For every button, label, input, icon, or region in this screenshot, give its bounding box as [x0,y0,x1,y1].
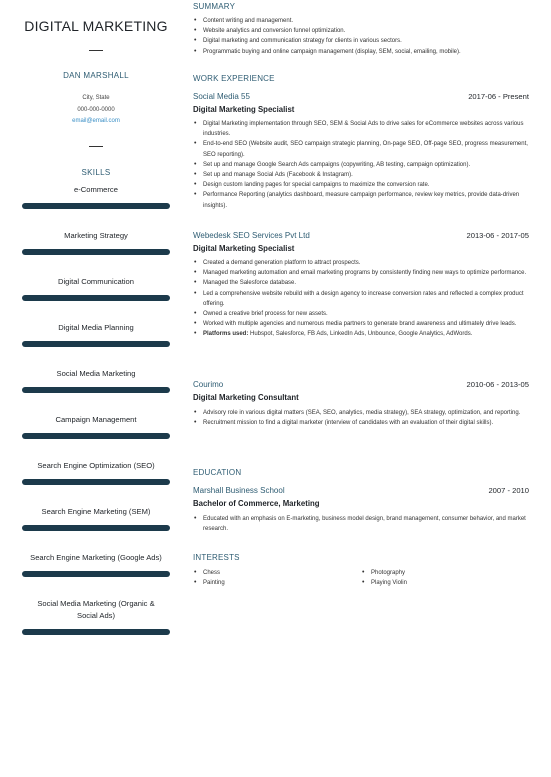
job-dates: 2013-06 - 2017-05 [466,231,529,240]
list-item: • Owned a creative brief process for new assets. [193,309,531,319]
skill-item: Social Media Marketing (Organic & [37,599,155,608]
list-item: • Digital Marketing implementation through SEO, SEM & Social Ads to drive sales for eCommerce websites across various industries. [193,119,531,139]
job-company: Courimo [193,380,224,389]
list-item: • Set up and manage Google Search Ads campaigns (copywriting, AB testing, campaign optimization). [193,160,531,170]
interest-item: • Painting [193,580,225,586]
skill-level-bar [22,387,170,393]
job-company: Webedesk SEO Services Pvt Ltd [193,231,310,240]
skill-item: Search Engine Marketing (Google Ads) [30,553,162,562]
skills-heading: SKILLS [81,168,111,177]
skill-level-bar [22,203,170,209]
school-name: Marshall Business School [193,486,285,495]
person-name: DAN MARSHALL [63,71,129,80]
interests-heading: INTERESTS [193,553,240,562]
list-item: • Recruitment mission to find a digital marketer (interview of candidates with an evaluation of their digital skills). [193,418,531,428]
contact-email[interactable]: email@email.com [72,118,120,124]
degree: Bachelor of Commerce, Marketing [193,499,320,508]
skill-level-bar [22,525,170,531]
education-heading: EDUCATION [193,468,242,477]
list-item: • Content writing and management. [193,16,531,26]
summary-list [193,16,531,57]
interest-item: • Playing Violin [361,580,407,586]
skill-item: Social Media Marketing [56,369,136,378]
interest-item: • Chess [193,570,220,576]
list-item: • End-to-end SEO (Website audit, SEO campaign strategic planning, On-page SEO, Off-page SEO, progress measurement, SEO reporting). [193,139,531,159]
platforms-text: Hubspot, Salesforce, FB Ads, LinkedIn Ads, Unbounce, Google Analytics, AdWords. [248,331,473,338]
job-company: Social Media 55 [193,92,250,101]
list-item: • Advisory role in various digital matters (SEA, SEO, analytics, media strategy), SEA strategy, optimization, and reporting. [193,408,531,418]
list-item: • Managed marketing automation and email marketing programs by consistently finding new ways to optimize performance. [193,268,531,278]
list-item: • Website analytics and conversion funnel optimization. [193,26,531,36]
job-role: Digital Marketing Consultant [193,393,299,402]
skill-item: Digital Media Planning [58,323,134,332]
education-dates: 2007 - 2010 [488,486,529,495]
skill-level-bar [22,249,170,255]
job-duties-list [193,119,531,211]
job-role: Digital Marketing Specialist [193,105,295,114]
skill-item-continued: Social Ads) [77,611,115,620]
list-item: • Design custom landing pages for special campaigns to maximize the conversion rate. [193,180,531,190]
job-dates: 2010-06 - 2013-05 [466,380,529,389]
list-item: • Led a comprehensive website rebuild with a design agency to increase conversion rates and reflected a complex product offering. [193,289,531,309]
summary-heading: SUMMARY [193,2,236,11]
list-item: • Educated with an emphasis on E-marketing, business model design, brand management, consumer behavior, and market research. [193,514,531,534]
skill-item: Search Engine Marketing (SEM) [41,507,151,516]
list-item: • Created a demand generation platform to attract prospects. [193,258,531,268]
skill-item: Marketing Strategy [64,231,128,240]
skill-level-bar [22,479,170,485]
skill-level-bar [22,295,170,301]
interest-item: • Photography [361,570,405,576]
resume-title: DIGITAL MARKETING [24,18,168,34]
job-duties-list [193,408,531,428]
platforms-item [193,329,531,339]
left-column [0,0,192,777]
job-dates: 2017-06 - Present [468,92,529,101]
skill-item: Digital Communication [58,277,134,286]
skill-level-bar [22,629,170,635]
list-item: • Managed the Salesforce database. [193,278,531,288]
skill-level-bar [22,433,170,439]
list-item: • Digital marketing and communication strategy for clients in various sectors. [193,36,531,46]
education-list [193,514,531,534]
skill-level-bar [22,571,170,577]
contact-phone: 000-000-0000 [77,107,115,113]
list-item: • Programmatic buying and online campaign management (display, SEM, social, emailing, mobile). [193,47,531,57]
list-item: • Worked with multiple agencies and numerous media partners to generate brand awareness and ultimately drive leads. [193,319,531,329]
skill-item: e-Commerce [74,185,118,194]
list-item: • Set up and manage Social Ads (Facebook & Instagram). [193,170,531,180]
divider [89,50,103,51]
platforms-label: Platforms used: [203,331,249,338]
list-item: • Performance Reporting (analytics dashboard, measure campaign performance, review key metrics, provide data-driven insights). [193,190,531,210]
job-duties-list [193,258,531,340]
job-role: Digital Marketing Specialist [193,244,295,253]
skill-item: Campaign Management [55,415,137,424]
skill-level-bar [22,341,170,347]
contact-city: City, State [82,95,110,101]
divider [89,146,103,147]
work-experience-heading: WORK EXPERIENCE [193,74,275,83]
skill-item: Search Engine Optimization (SEO) [37,461,155,470]
